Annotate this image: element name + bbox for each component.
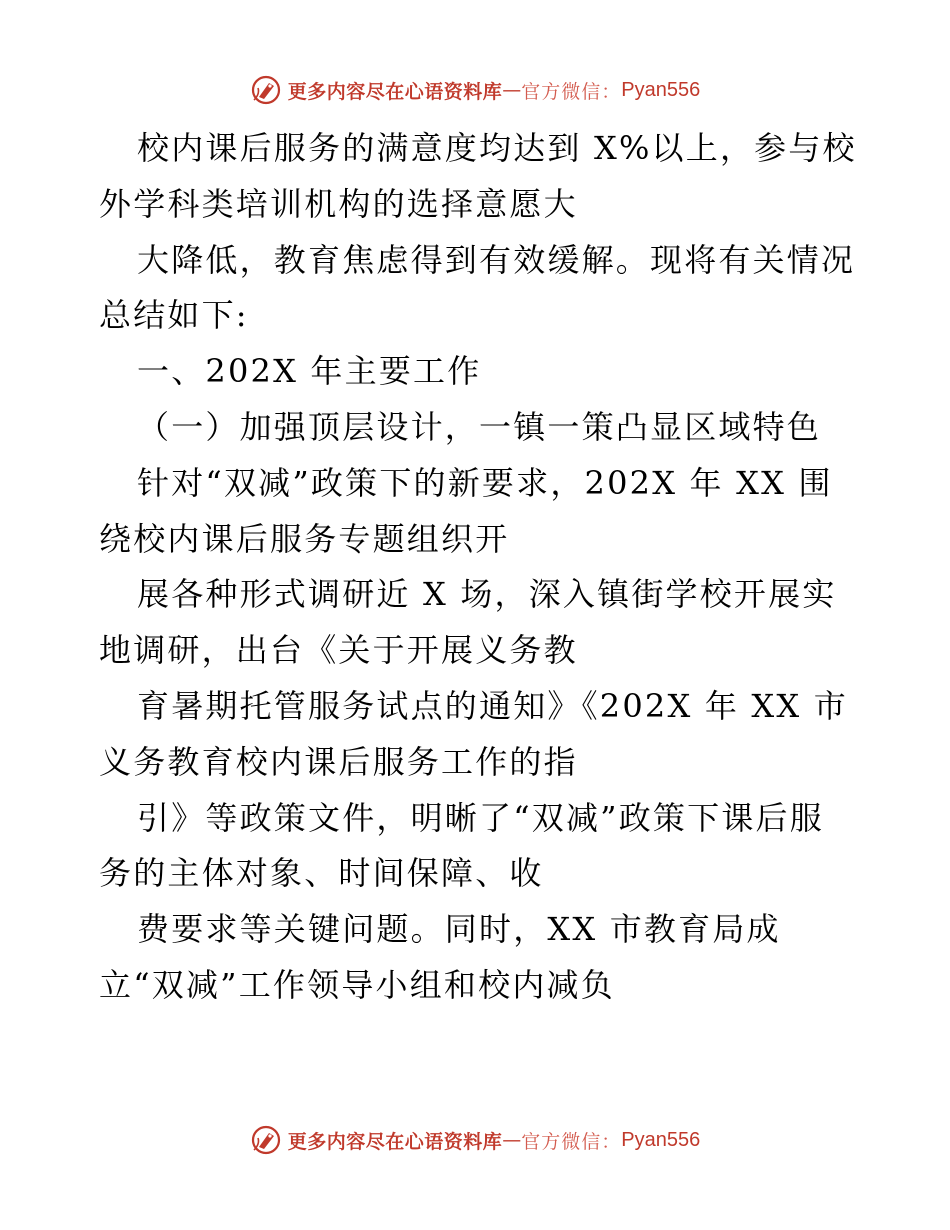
watermark-separator: —: [502, 79, 522, 101]
footer-watermark: [0, 1120, 950, 1160]
pen-nib-circle-icon: [250, 1124, 282, 1156]
body-line: 大降低，教育焦虑得到有效缓解。现将有关情况: [137, 240, 856, 279]
watermark-wechat-label: 官方微信：: [521, 1130, 622, 1153]
document-body: [99, 121, 859, 1014]
body-line: 育暑期托管服务试点的通知》《202X 年 XX 市: [137, 686, 848, 725]
watermark-site-text: 更多内容尽在心语资料库: [287, 1130, 503, 1153]
section-heading: 一、202X 年主要工作: [137, 352, 482, 391]
body-line: 展各种形式调研近 X 场，深入镇街学校开展实: [137, 575, 837, 614]
body-line: 校内课后服务的满意度均达到 X%以上，参与校: [137, 129, 857, 167]
body-line: 绕校内课后服务专题组织开: [99, 519, 510, 558]
body-line: 引》等政策文件，明晰了“双减”政策下课后服: [137, 798, 824, 837]
watermark-wechat-id: Pyan556: [621, 78, 701, 101]
body-line: 立“双减”工作领导小组和校内减负: [99, 965, 615, 1004]
body-line: 费要求等关键问题。同时，XX 市教育局成: [137, 910, 781, 949]
body-line: 义务教育校内课后服务工作的指: [99, 742, 578, 781]
body-line: 外学科类培训机构的选择意愿大: [99, 184, 578, 223]
watermark-wechat-label: 官方微信：: [521, 80, 622, 103]
watermark-site-text: 更多内容尽在心语资料库: [287, 80, 503, 103]
body-line: 总结如下:: [99, 296, 249, 335]
body-line: 地调研，出台《关于开展义务教: [99, 631, 578, 670]
body-line: 务的主体对象、时间保障、收: [99, 854, 544, 893]
subsection-heading: （一）加强顶层设计，一镇一策凸显区域特色: [137, 407, 822, 446]
watermark-wechat-id: Pyan556: [621, 1128, 701, 1151]
header-watermark: [0, 70, 950, 110]
pen-nib-circle-icon: [250, 74, 282, 106]
body-line: 针对“双减”政策下的新要求，202X 年 XX 围: [137, 463, 833, 502]
watermark-separator: —: [502, 1129, 522, 1151]
